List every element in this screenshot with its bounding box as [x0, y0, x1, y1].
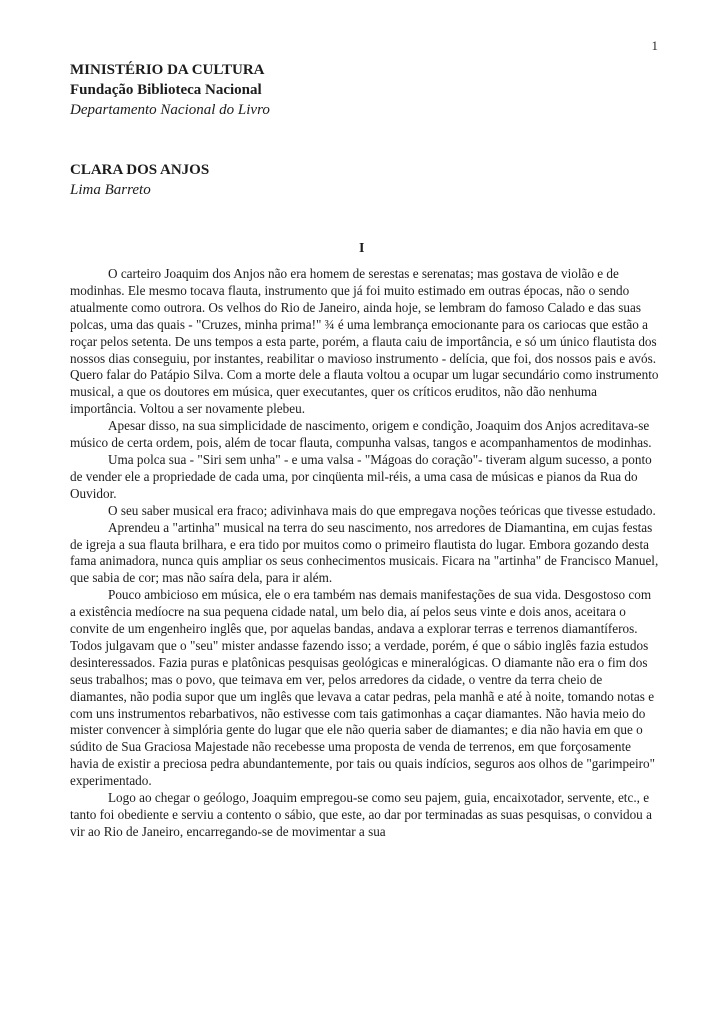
- body-text: [70, 266, 660, 841]
- publisher-header: [70, 60, 270, 120]
- title-block: [70, 160, 209, 200]
- page-number: 1: [651, 38, 658, 53]
- header-foundation: Fundação Biblioteca Nacional: [70, 82, 262, 98]
- book-author: Lima Barreto: [70, 182, 151, 198]
- paragraph: Uma polca sua - "Siri sem unha" - e uma valsa - "Mágoas do coração"- tiveram algum sucesso, a ponto de vender ele a propriedade de cada uma, por cinqüenta mil-réis, a uma casa de músicas e pianos da Rua do Ouvidor.: [70, 451, 652, 501]
- book-title: CLARA DOS ANJOS: [70, 162, 210, 178]
- header-ministry: MINISTÉRIO DA CULTURA: [70, 62, 265, 78]
- paragraph: Logo ao chegar o geólogo, Joaquim empregou-se como seu pajem, guia, encaixotador, servente, etc., e tanto foi obediente e serviu a contento o sábio, que este, ao dar por terminadas as suas pesquisas, o convidou a vir ao Rio de Janeiro, encarregando-se de movimentar a sua: [70, 790, 652, 839]
- paragraph: O carteiro Joaquim dos Anjos não era homem de serestas e serenatas; mas gostava de violão e de modinhas. Ele mesmo tocava flauta, instrumento que já foi muito estimado em outras épocas, não o sendo atualmente como outrora. Os velhos do Rio de Janeiro, ainda hoje, se lembram do famoso Calado e das suas polcas, uma das quais - "Cruzes, minha prima!" ¾ é uma lembrança emocionante para os cariocas que estão a roçar pelos setenta. De uns tempos a esta parte, porém, a flauta caiu de importância, e só um único flautista dos nossos dias conseguiu, por instantes, reabilitar o mavioso instrumento - delícia, que foi, dos nossos pais e avós. Quero falar do Patápio Silva. Com a morte dele a flauta voltou a ocupar um lugar secundário como instrumento musical, a que os doutores em música, quer executantes, quer os críticos eruditos, não dão nenhuma importância. Voltou a ser novamente plebeu.: [70, 266, 659, 417]
- header-department: Departamento Nacional do Livro: [70, 102, 270, 118]
- paragraph: Pouco ambicioso em música, ele o era também nas demais manifestações de sua vida. Desgostoso com a existência medíocre na sua pequena cidade natal, um belo dia, aí pelos seus vinte e dois anos, aceitara o convite de um engenheiro inglês que, por aquelas bandas, andava a explorar terras e terrenos diamantíferos. Todos julgavam que o "seu" mister andasse fazendo isso; a verdade, porém, é que o sábio inglês fazia estudos desinteressados. Fazia puras e platônicas pesquisas geológicas e mineralógicas. O diamante não era o fim dos seus trabalhos; mas o povo, que teimava em ver, pelos arredores da cidade, o ventre da terra cheio de diamantes, não podia supor que um inglês que levava a catar pedras, pela manhã e até à noite, tomando notas e com uns instrumentos rebarbativos, não estivesse com tais gatimonhas a caçar diamantes. Não havia meio do mister convencer à simplória gente do lugar que ele não queria saber de diamantes; e dia não havia em que o súdito de Sua Graciosa Majestade não recebesse uma proposta de venda de terrenos, em que forçosamente havia de existir a preciosa pedra abundantemente, por tais ou quais indícios, seguros aos olhos de "garimpeiro" experimentado.: [70, 587, 655, 789]
- paragraph: O seu saber musical era fraco; adivinhava mais do que empregava noções teóricas que tivesse estudado.: [108, 502, 656, 518]
- paragraph: Aprendeu a "artinha" musical na terra do seu nascimento, nos arredores de Diamantina, em cujas festas de igreja a sua flauta brilhara, e era tido por muitos como o primeiro flautista do lugar. Embora gozando desta fama animadora, nunca quis ampliar os seus conhecimentos musicais. Ficara na "artinha" de Francisco Manuel, que sabia de cor; mas não saíra dela, para ir além.: [70, 519, 659, 586]
- chapter-numeral: I: [359, 241, 365, 256]
- paragraph: Apesar disso, na sua simplicidade de nascimento, origem e condição, Joaquim dos Anjos acreditava-se músico de certa ordem, pois, além de tocar flauta, compunha valsas, tangos e acompanhamentos de modinhas.: [70, 418, 652, 451]
